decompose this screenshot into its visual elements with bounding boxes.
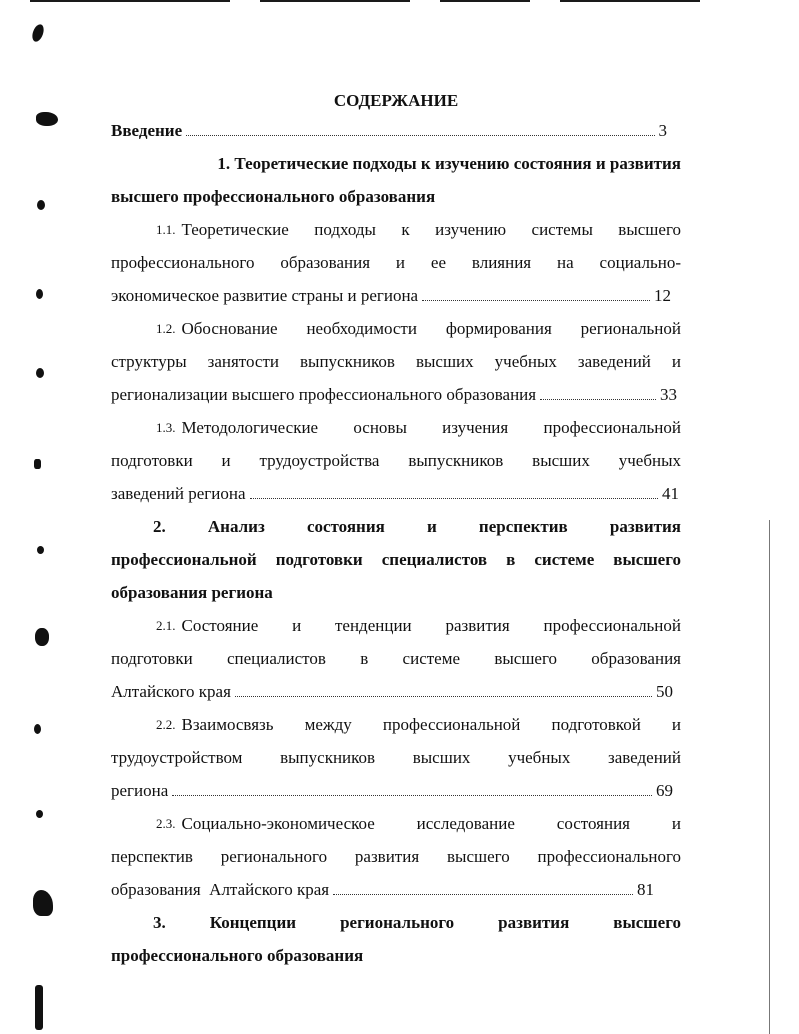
- toc-section-text: образования Алтайского края: [111, 880, 330, 899]
- toc-section-2-1: [156, 615, 681, 637]
- toc-page-number: 50: [656, 682, 673, 701]
- dot-leader: [540, 398, 656, 400]
- toc-chapter-2-line1: 2. Анализ состояния и перспектив развития: [153, 517, 681, 536]
- toc-chapter-2-line2: профессиональной подготовки специалистов в системе высшего: [111, 550, 681, 569]
- punch-hole-mark: [30, 23, 46, 43]
- toc-chapter-3-line2: профессионального образования: [111, 946, 364, 965]
- dot-leader: [250, 497, 658, 499]
- punch-hole-mark: [36, 289, 43, 299]
- toc-entry-intro: [111, 120, 681, 142]
- toc-section-text: экономическое развитие страны и региона: [111, 286, 419, 305]
- punch-hole-mark: [37, 546, 44, 554]
- toc-chapter-1-line2: высшего профессионального образования: [111, 187, 436, 206]
- toc-section-2-2-line2: трудоустройством выпускников высших учебных заведений: [111, 748, 681, 767]
- toc-section-number: 2.3.: [156, 816, 176, 831]
- page-title: СОДЕРЖАНИЕ: [333, 91, 459, 110]
- toc-section-text: заведений региона: [111, 484, 246, 503]
- dot-leader: [422, 299, 650, 301]
- toc-section-number: 1.1.: [156, 222, 176, 237]
- toc-section-text: Теоретические подходы к изучению системы высшего: [181, 220, 681, 239]
- toc-section-2-3: [156, 813, 681, 835]
- toc-section-number: 2.2.: [156, 717, 176, 732]
- toc-page-number: 81: [637, 880, 654, 899]
- toc-section-2-1-line3: [111, 681, 681, 703]
- toc-section-text: Социально-экономическое исследование состояния и: [181, 814, 681, 833]
- toc-section-1-2-line2: структуры занятости выпускников высших учебных заведений и: [111, 352, 681, 371]
- toc-section-1-1-line3: [111, 285, 681, 307]
- toc-section-1-3-line2: подготовки и трудоустройства выпускников высших учебных: [111, 451, 681, 470]
- toc-chapter-1-line1: 1. Теоретические подходы к изучению состояния и развития: [217, 154, 681, 173]
- toc-section-number: 1.3.: [156, 420, 176, 435]
- toc-section-1-3: [156, 417, 681, 439]
- toc-section-2-3-line2: перспектив регионального развития высшего профессионального: [111, 847, 681, 866]
- toc-section-2-1-line2: подготовки специалистов в системе высшего образования: [111, 649, 681, 668]
- toc-chapter-3-line1: 3. Концепции регионального развития высшего: [153, 913, 681, 932]
- dot-leader: [186, 134, 654, 136]
- punch-hole-mark: [36, 368, 44, 378]
- dot-leader: [333, 893, 633, 895]
- punch-hole-mark: [36, 112, 58, 126]
- toc-section-text: Алтайского края: [111, 682, 231, 701]
- punch-hole-mark: [35, 628, 49, 646]
- toc-section-2-2-line3: [111, 780, 681, 802]
- toc-section-1-3-line3: [111, 483, 681, 505]
- toc-section-2-3-line3: [111, 879, 681, 901]
- toc-section-text: Состояние и тенденции развития профессиональной: [181, 616, 681, 635]
- punch-hole-mark: [34, 459, 41, 469]
- toc-section-text: региона: [111, 781, 169, 800]
- toc-section-1-2: [156, 318, 681, 340]
- punch-hole-mark: [34, 724, 41, 734]
- punch-hole-mark: [33, 890, 53, 916]
- toc-section-number: 2.1.: [156, 618, 176, 633]
- scan-edge-right: [769, 520, 770, 1034]
- toc-section-number: 1.2.: [156, 321, 176, 336]
- punch-hole-mark: [36, 810, 43, 818]
- scan-edge-top: [260, 0, 410, 2]
- toc-section-text: Обоснование необходимости формирования региональной: [181, 319, 681, 338]
- toc-chapter-2-line3: образования региона: [111, 583, 273, 602]
- toc-section-1-1-line2: профессионального образования и ее влияния на социально-: [111, 253, 681, 272]
- scan-edge-top: [440, 0, 530, 2]
- toc-section-2-2: [156, 714, 681, 736]
- toc-intro-page: 3: [658, 121, 667, 140]
- toc-section-1-2-line3: [111, 384, 681, 406]
- toc-section-text: регионализации высшего профессионального образования: [111, 385, 537, 404]
- toc-section-text: Методологические основы изучения профессиональной: [181, 418, 681, 437]
- toc-page-number: 12: [654, 286, 671, 305]
- toc-section-text: Взаимосвязь между профессиональной подготовкой и: [181, 715, 681, 734]
- toc-page-number: 69: [656, 781, 673, 800]
- punch-hole-mark: [35, 985, 43, 1030]
- scan-edge-top: [560, 0, 700, 2]
- toc-page-number: 33: [660, 385, 677, 404]
- dot-leader: [235, 695, 652, 697]
- toc-intro-label: Введение: [111, 121, 183, 140]
- toc-section-1-1: [156, 219, 681, 241]
- scan-edge-top: [30, 0, 230, 2]
- toc-page-number: 41: [662, 484, 679, 503]
- punch-hole-mark: [37, 200, 45, 210]
- dot-leader: [172, 794, 652, 796]
